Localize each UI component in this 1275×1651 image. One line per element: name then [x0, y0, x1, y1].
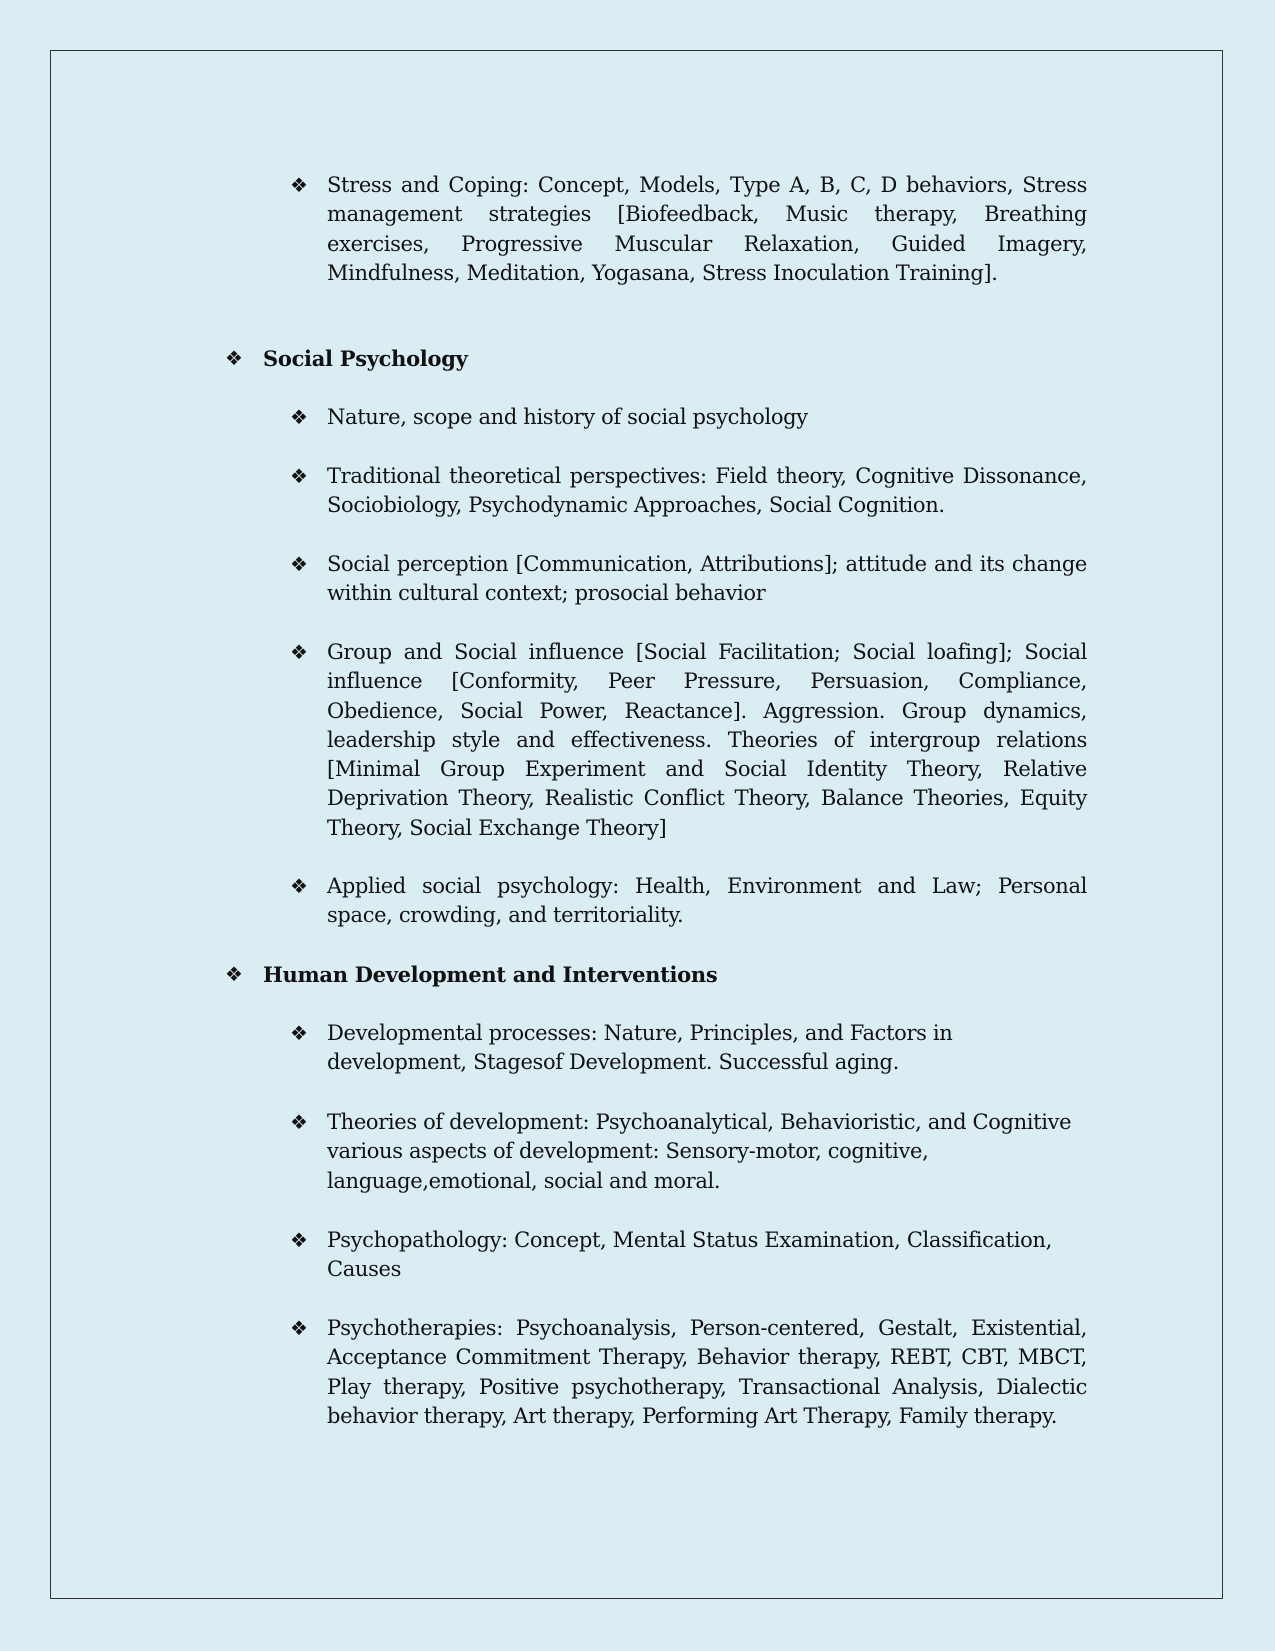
- section-heading-text: Human Development and Interventions: [263, 962, 718, 987]
- diamond-bullet-icon: ❖: [290, 405, 308, 429]
- diamond-bullet-icon: ❖: [290, 1316, 308, 1340]
- diamond-bullet-icon: ❖: [290, 874, 308, 898]
- diamond-bullet-icon: ❖: [290, 1228, 308, 1252]
- diamond-bullet-icon: ❖: [290, 464, 308, 488]
- list-item-text: Nature, scope and history of social psychology: [327, 405, 808, 429]
- diamond-bullet-icon: ❖: [225, 962, 243, 986]
- diamond-bullet-icon: ❖: [290, 552, 308, 576]
- list-item-text: Stress and Coping: Concept, Models, Type A, B, C, D behaviors, Stress management strategies [Biofeedback, Music therapy, Breathing exercises, Progressive Muscular Relaxation, Guided Imagery, Mindfulness, Meditation, Yogasana, Stress Inoculation Training].: [327, 173, 1087, 285]
- diamond-bullet-icon: ❖: [290, 1110, 308, 1134]
- list-item-text: Applied social psychology: Health, Environment and Law; Personal space, crowding, and territoriality.: [327, 874, 1087, 928]
- diamond-bullet-icon: ❖: [225, 346, 243, 370]
- list-item-text: Psychotherapies: Psychoanalysis, Person-centered, Gestalt, Existential, Acceptance Commitment Therapy, Behavior therapy, REBT, CBT, MBCT, Play therapy, Positive psychotherapy, Transactional Analysis, Dialectic behavior therapy, Art therapy, Performing Art Therapy, Family therapy.: [327, 1316, 1087, 1428]
- list-item-text: Traditional theoretical perspectives: Field theory, Cognitive Dissonance, Sociobiology, Psychodynamic Approaches, Social Cognition.: [327, 464, 1087, 518]
- diamond-bullet-icon: ❖: [290, 1021, 308, 1045]
- diamond-bullet-icon: ❖: [290, 640, 308, 664]
- list-item-text: Group and Social influence [Social Facilitation; Social loafing]; Social influence [Conformity, Peer Pressure, Persuasion, Compliance, Obedience, Social Power, Reactance]. Aggression. Group dynamics, leadership style and effectiveness. Theories of intergroup relations [Minimal Group Experiment and Social Identity Theory, Relative Deprivation Theory, Realistic Conflict Theory, Balance Theories, Equity Theory, Social Exchange Theory]: [327, 640, 1087, 840]
- list-item-text: Theories of development: Psychoanalytical, Behavioristic, and Cognitive various aspects of development: Sensory-motor, cognitive, language,emotional, social and moral.: [327, 1110, 1072, 1193]
- list-item-text: Psychopathology: Concept, Mental Status Examination, Classification, Causes: [327, 1228, 1052, 1282]
- diamond-bullet-icon: ❖: [290, 173, 308, 197]
- section-heading-text: Social Psychology: [263, 346, 468, 371]
- list-item-text: Developmental processes: Nature, Principles, and Factors in development, Stagesof Development. Successful aging.: [327, 1021, 953, 1075]
- list-item-text: Social perception [Communication, Attributions]; attitude and its change within cultural context; prosocial behavior: [327, 552, 1087, 606]
